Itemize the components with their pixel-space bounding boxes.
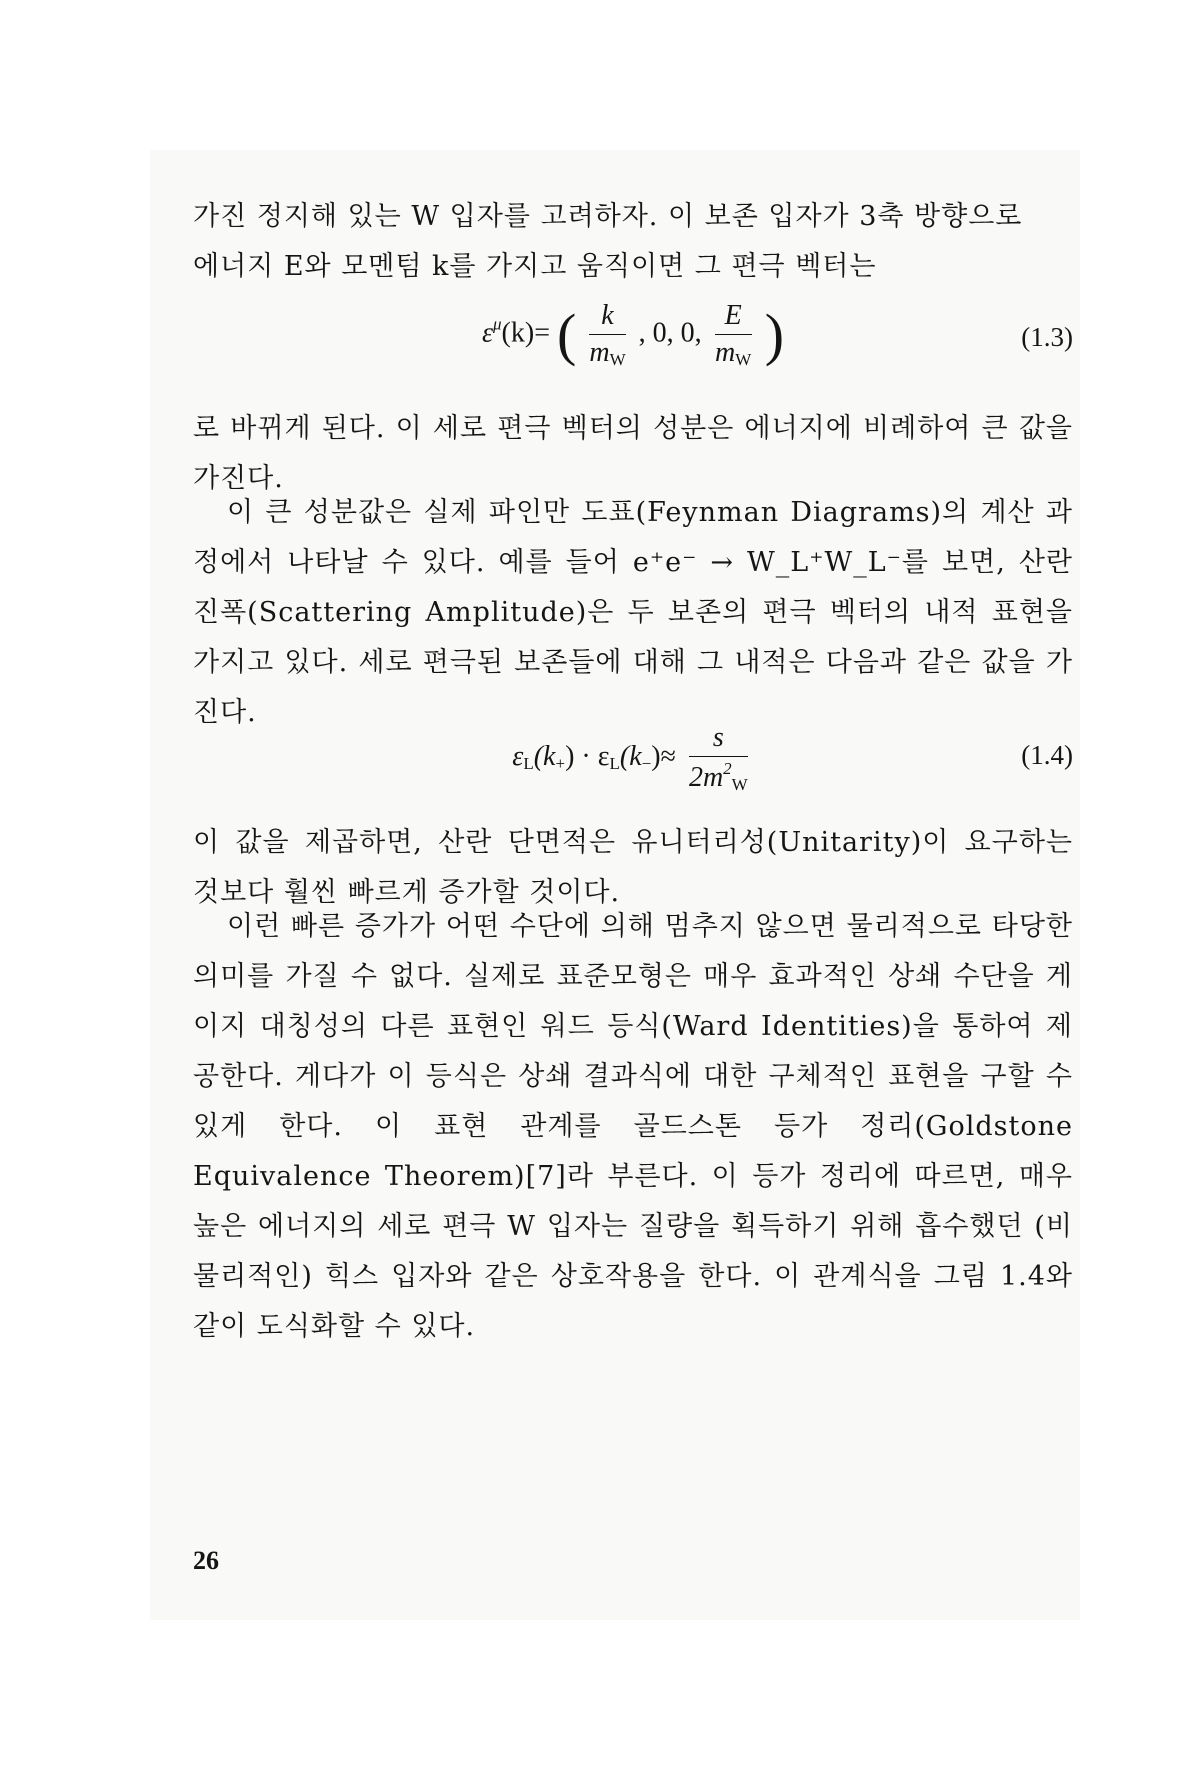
equation-1-4-body [193,722,1073,795]
eq14-den-sub: W [731,775,748,794]
eq13-frac1-den-m: m [589,337,610,368]
eq13-frac1-numerator: k [589,300,625,335]
eq13-frac1-denominator [589,335,625,370]
eq14-numerator: s [689,722,748,757]
eq14-arg2-sub: − [641,753,652,773]
equation-1-3 [193,300,1073,380]
eq13-epsilon: ε [481,317,493,349]
eq13-fraction-k [589,300,625,370]
eq13-left-paren: ( [557,302,577,367]
eq13-right-paren: ) [764,302,785,367]
eq13-frac2-numerator: E [715,300,752,335]
eq14-den-2m: 2m [688,762,724,793]
eq14-epsilon-1: ε [512,740,524,772]
eq14-approx: )≈ [651,740,676,772]
paragraph-5-text: 이런 빠른 증가가 어떤 수단에 의해 멈추지 않으면 물리적으로 타당한 의미를 가질 수 없다. 실제로 표준모형은 매우 효과적인 상쇄 수단을 게이지 대칭성의 다른 표현인 워드 등식(Ward Identities)을 통하여 제공한다. 게다가 이 등식은 상쇄 결과식에 대한 구체적인 표현을 구할 수 있게 한다. 이 표현 관계를 골드스톤 등가 정리(Goldstone Equivalence Theorem)[7]라 부른다. 이 등가 정리에 따르면, 매우 높은 에너지의 세로 편극 W 입자는 질량을 획득하기 위해 흡수했던 (비물리적인) 힉스 입자와 같은 상호작용을 한다. 이 관계식을 그림 1.4와 같이 도식화할 수 있다. [193,911,1073,1342]
equation-number-1-3: (1.3) [1021,322,1073,352]
paragraph-4-text: 이 값을 제곱하면, 산란 단면적은 유니터리성(Unitarity)이 요구하는 것보다 훨씬 빠르게 증가할 것이다. [193,827,1073,908]
eq13-frac2-denominator [715,335,752,370]
paragraph-3-text: 이 큰 성분값은 실제 파인만 도표(Feynman Diagrams)의 계산 과정에서 나타날 수 있다. 예를 들어 e⁺e⁻ → W_L⁺W_L⁻를 보면, 산란 진폭(Scattering Amplitude)은 두 보존의 편극 벡터의 내적 표현을 가지고 있다. 세로 편극된 보존들에 대해 그 내적은 다음과 같은 값을 가진다. [193,497,1073,728]
eq13-frac2-den-m: m [715,337,736,368]
paragraph-goldstone [193,902,1073,1352]
eq13-zeros: , 0, 0, [638,317,702,349]
eq13-fraction-E [715,300,752,370]
eq14-sub-L1: L [523,753,534,773]
eq14-den-sup: 2 [723,759,732,778]
eq14-arg2: (k [619,740,642,772]
page-number: 26 [193,1546,219,1575]
eq13-lhs-arg: (k)= [501,317,550,349]
paragraph-2-text: 로 바뀌게 된다. 이 세로 편극 벡터의 성분은 에너지에 비례하여 큰 값을 가진다. [193,413,1073,494]
eq14-denominator [689,757,748,795]
eq14-dot: ) · ε [565,740,610,772]
eq13-frac2-den-sub: W [735,350,752,369]
paragraph-feynman [193,488,1073,738]
eq13-frac1-den-sub: W [609,350,626,369]
equation-1-3-body [193,300,1073,370]
equation-number-1-4: (1.4) [1021,740,1073,770]
paragraph-intro [193,192,1073,292]
eq14-fraction [689,722,748,795]
eq13-mu: μ [493,314,502,334]
equation-1-4 [193,722,1073,802]
eq14-arg1: (k [533,740,556,772]
eq14-arg1-sub: + [555,753,566,773]
intro-line-2: 에너지 E와 모멘텀 k를 가지고 움직이면 그 편극 벡터는 [193,251,877,282]
eq14-sub-L2: L [609,753,620,773]
intro-line-1: 가진 정지해 있는 W 입자를 고려하자. 이 보존 입자가 3축 방향으로 [193,201,1023,232]
